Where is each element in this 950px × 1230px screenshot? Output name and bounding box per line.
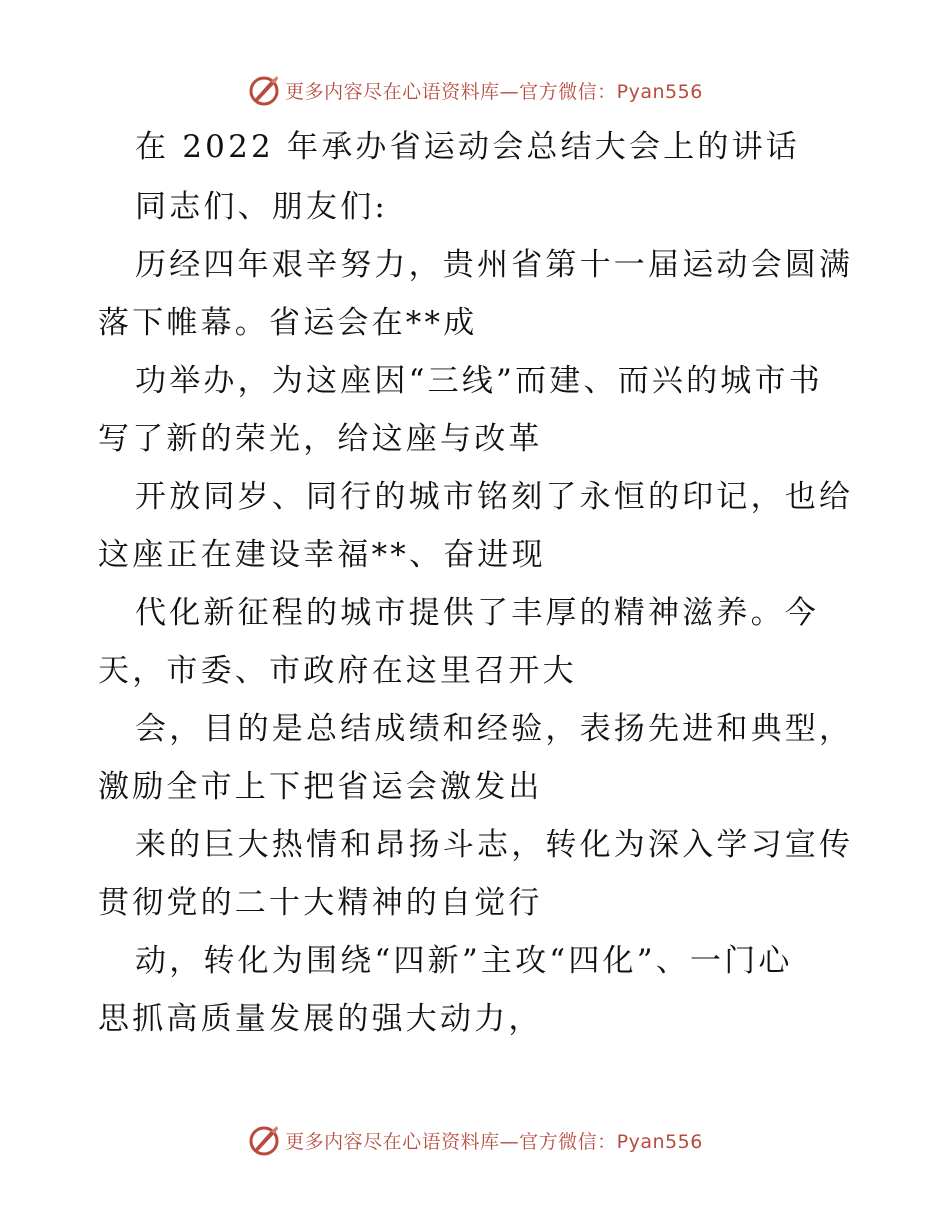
document-title: 在 2022 年承办省运动会总结大会上的讲话 [135,129,800,165]
header-watermark-banner [0,70,950,110]
paragraph-line: 动，转化为围绕“四新”主攻“四化”、一门心 [135,943,793,979]
quill-pen-logo-icon [247,1123,281,1157]
footer-watermark-text: 更多内容尽在心语资料库—官方微信：Pyan556 [285,1130,703,1153]
paragraph-line: 写了新的荣光，给这座与改革 [98,421,543,457]
paragraph-line: 会，目的是总结成绩和经验，表扬先进和典型， [135,711,854,747]
header-watermark-text: 更多内容尽在心语资料库—官方微信：Pyan556 [285,80,703,103]
paragraph-line: 贯彻党的二十大精神的自觉行 [98,885,543,921]
quill-pen-logo-icon [247,73,281,107]
paragraph-line: 这座正在建设幸福**、奋进现 [98,537,546,573]
salutation-line: 同志们、朋友们: [135,189,389,225]
paragraph-line: 代化新征程的城市提供了丰厚的精神滋养。今 [135,595,819,631]
paragraph-line: 历经四年艰辛努力，贵州省第十一届运动会圆满 [135,247,854,283]
paragraph-line: 来的巨大热情和昂扬斗志，转化为深入学习宣传 [135,827,854,863]
paragraph-line: 天，市委、市政府在这里召开大 [98,653,577,689]
paragraph-line: 功举办，为这座因“三线”而建、而兴的城市书 [135,363,823,399]
paragraph-line: 激励全市上下把省运会激发出 [98,769,543,805]
paragraph-line: 思抓高质量发展的强大动力， [98,1001,543,1037]
paragraph-line: 开放同岁、同行的城市铭刻了永恒的印记，也给 [135,479,854,515]
footer-watermark-banner [0,1120,950,1160]
paragraph-line: 落下帷幕。省运会在**成 [98,305,478,341]
